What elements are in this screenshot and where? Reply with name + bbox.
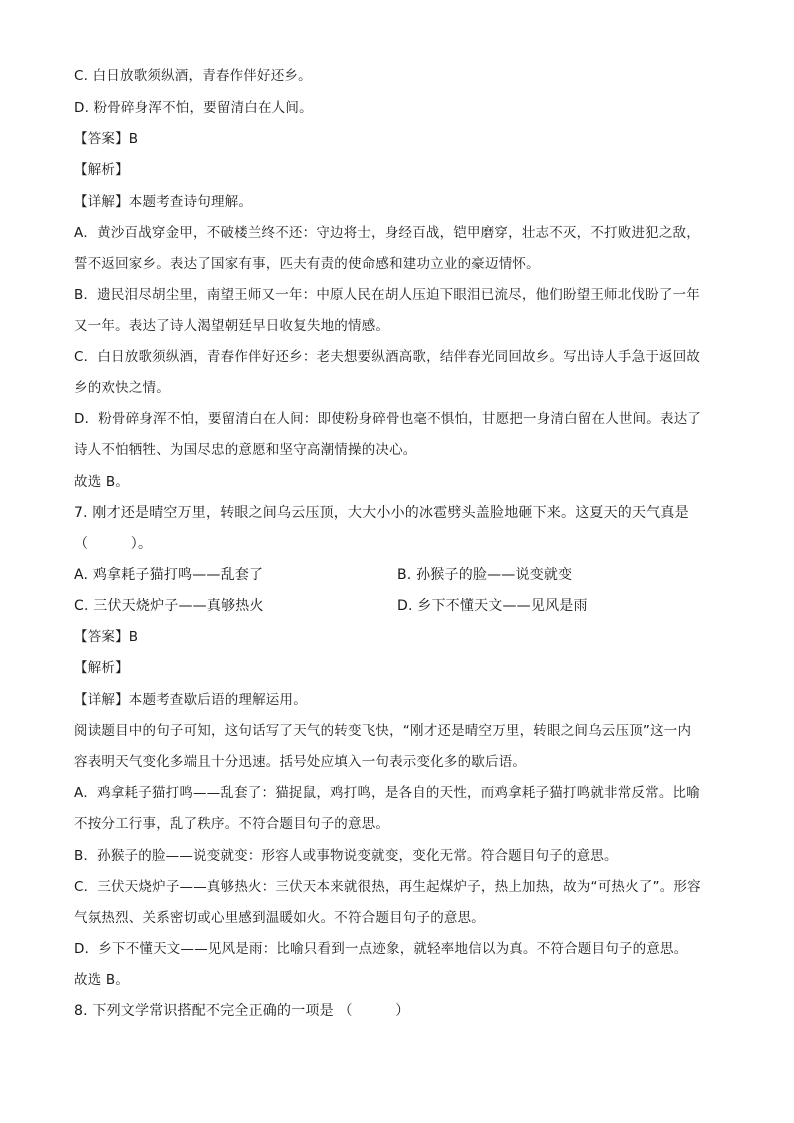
q7-answer: 【答案】B xyxy=(74,629,139,645)
q7-detail-intro: 【详解】本题考查歇后语的理解运用。 xyxy=(74,692,307,708)
q6-explanation-line: 诗人不怕牺牲、为国尽忠的意愿和坚守高潮情操的决心。 xyxy=(74,442,417,458)
q6-explanation-line: C．白日放歌须纵酒，青春作伴好还乡：老夫想要纵酒高歌，结伴春光同回故乡。写出诗人手急于返回故 xyxy=(74,349,701,365)
q7-conclusion: 故选 B。 xyxy=(74,972,130,988)
q7-option-a: A. 鸡拿耗子猫打鸣——乱套了 xyxy=(74,567,264,583)
q8-stem: 8. 下列文学常识搭配不完全正确的一项是 （ ） xyxy=(74,1003,410,1019)
q7-explanation-line: 不按分工行事，乱了秩序。不符合题目句子的意思。 xyxy=(74,816,390,832)
q7-option-c: C. 三伏天烧炉子——真够热火 xyxy=(74,598,264,614)
q7-analysis-heading: 【解析】 xyxy=(74,660,129,676)
q6-option-c: C. 白日放歌须纵酒，青春作伴好还乡。 xyxy=(74,68,312,84)
q7-option-d: D. 乡下不懂天文——见风是雨 xyxy=(397,598,588,614)
q6-explanation-line: 又一年。表达了诗人渴望朝廷早日收复失地的情感。 xyxy=(74,318,390,334)
q6-explanation-line: 誓不返回家乡。表达了国家有事，匹夫有责的使命感和建功立业的豪迈情怀。 xyxy=(74,256,540,272)
q7-explanation-line: 容表明天气变化多端且十分迅速。括号处应填入一句表示变化多的歇后语。 xyxy=(74,754,527,770)
q7-explanation-line: B．孙猴子的脸——说变就变：形容人或事物说变就变，变化无常。符合题目句子的意思。 xyxy=(74,848,618,864)
q6-explanation-line: D．粉骨碎身浑不怕，要留清白在人间：即使粉身碎骨也毫不惧怕，甘愿把一身清白留在人世间。表达了 xyxy=(74,411,702,427)
q7-option-b: B. 孙猴子的脸——说变就变 xyxy=(397,567,573,583)
q6-explanation-line: 乡的欢快之情。 xyxy=(74,380,170,396)
q7-explanation-line: 气氛热烈、关系密切或心里感到温暖如火。不符合题目句子的意思。 xyxy=(74,910,485,926)
q7-explanation-line: A．鸡拿耗子猫打鸣——乱套了：猫捉鼠，鸡打鸣，是各自的天性，而鸡拿耗子猫打鸣就非常反常。比喻 xyxy=(74,785,700,801)
q7-stem-line: （ ）。 xyxy=(74,536,153,552)
q7-explanation-line: C．三伏天烧炉子——真够热火：三伏天本来就很热，再生起煤炉子，热上加热，故为“可热火了”。形容 xyxy=(74,879,701,895)
q7-stem-line: 7. 刚才还是晴空万里，转眼之间乌云压顶，大大小小的冰雹劈头盖脸地砸下来。这夏天的天气真是 xyxy=(74,505,689,521)
q6-explanation-line: A．黄沙百战穿金甲，不破楼兰终不还：守边将士，身经百战，铠甲磨穿，壮志不灭，不打败进犯之敌， xyxy=(74,225,700,241)
q7-explanation-line: 阅读题目中的句子可知，这句话写了天气的转变飞快，“刚才还是晴空万里，转眼之间乌云压顶”这一内 xyxy=(74,723,692,739)
q6-analysis-heading: 【解析】 xyxy=(74,162,129,178)
q6-conclusion: 故选 B。 xyxy=(74,474,130,490)
q7-explanation-line: D．乡下不懂天文——见风是雨：比喻只看到一点迹象，就轻率地信以为真。不符合题目句子的意思。 xyxy=(74,941,688,957)
q6-answer: 【答案】B xyxy=(74,131,139,147)
q6-explanation-line: B．遗民泪尽胡尘里，南望王师又一年：中原人民在胡人压迫下眼泪已流尽，他们盼望王师北伐盼了一年 xyxy=(74,287,700,303)
q6-detail-intro: 【详解】本题考查诗句理解。 xyxy=(74,194,253,210)
q6-option-d: D. 粉骨碎身浑不怕，要留清白在人间。 xyxy=(74,100,313,116)
